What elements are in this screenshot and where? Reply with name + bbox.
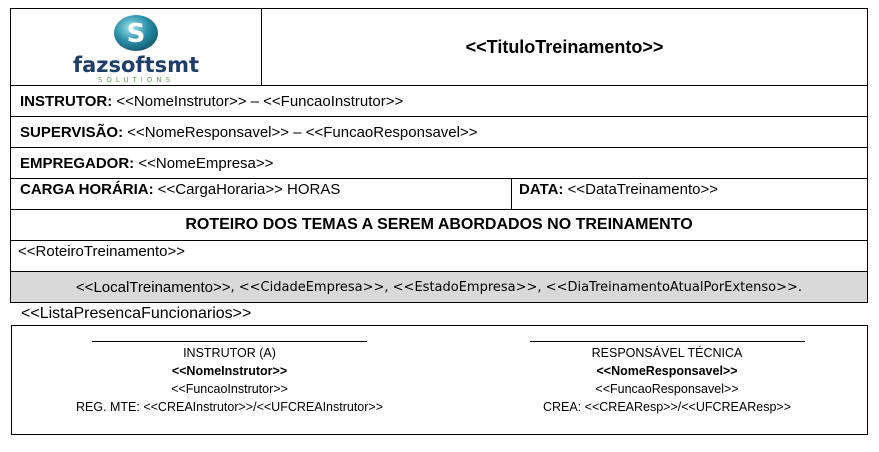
- lista-presenca: [21, 305, 251, 323]
- signature-right-reg: CREA: <<CREAResp>>/<<UFCREAResp>>: [542, 400, 792, 414]
- fazsoft-logo: [11, 9, 261, 85]
- supervisao-label: SUPERVISÃO:: [20, 123, 124, 141]
- local-main: <<LocalTreinamento>>: [75, 278, 231, 296]
- signature-right-role: RESPONSÁVEL TÉCNICA: [591, 346, 743, 360]
- logo-brand: fazsoftsmt: [72, 53, 200, 77]
- supervisao-row: [10, 116, 868, 148]
- title-cell: [261, 8, 868, 86]
- roteiro-content-cell: [10, 240, 868, 272]
- signature-line-left: [92, 341, 367, 342]
- signatures-box: [11, 325, 868, 435]
- local-rest: , <<CidadeEmpresa>>, <<EstadoEmpresa>>, <<DiaTreinamentoAtualPorExtenso>>.: [230, 279, 803, 295]
- logo-sub: SOLUTIONS: [97, 76, 175, 84]
- signature-right-name: <<NomeResponsavel>>: [596, 364, 738, 378]
- training-title: <<TituloTreinamento>>: [465, 36, 664, 57]
- lista-presenca-text: <<ListaPresencaFuncionarios>>: [21, 305, 252, 322]
- signature-left-reg: REG. MTE: <<CREAInstrutor>>/<<UFCREAInstrutor>>: [75, 400, 384, 414]
- carga-horaria-cell: [10, 178, 512, 210]
- local-row: [10, 271, 868, 303]
- carga-label: CARGA HORÁRIA:: [20, 181, 154, 198]
- empregador-value: <<NomeEmpresa>>: [134, 154, 274, 172]
- carga-value: <<CargaHoraria>> HORAS: [153, 181, 341, 198]
- signature-left-name: <<NomeInstrutor>>: [171, 364, 288, 378]
- instrutor-value: <<NomeInstrutor>> – <<FuncaoInstrutor>>: [112, 92, 404, 110]
- instrutor-label: INSTRUTOR:: [20, 92, 113, 110]
- data-label: DATA:: [519, 181, 564, 198]
- data-value: <<DataTreinamento>>: [563, 181, 718, 198]
- signature-line-right: [530, 341, 805, 342]
- supervisao-value: <<NomeResponsavel>> – <<FuncaoResponsavel>>: [123, 123, 478, 141]
- signature-right-function: <<FuncaoResponsavel>>: [595, 382, 739, 396]
- empregador-row: [10, 147, 868, 179]
- signature-left-role: INSTRUTOR (A): [183, 346, 276, 360]
- roteiro-heading: ROTEIRO DOS TEMAS A SEREM ABORDADOS NO TREINAMENTO: [185, 216, 693, 233]
- logo-cell: [10, 8, 262, 86]
- roteiro-heading-cell: [10, 209, 868, 241]
- empregador-label: EMPREGADOR:: [20, 154, 135, 172]
- signature-left: [27, 341, 432, 416]
- signature-left-function: <<FuncaoInstrutor>>: [171, 382, 288, 396]
- logo-mark-letter: S: [126, 19, 146, 49]
- signature-right: [492, 341, 842, 416]
- instrutor-row: [10, 85, 868, 117]
- data-cell: [511, 178, 868, 210]
- roteiro-content: <<RoteiroTreinamento>>: [18, 243, 186, 260]
